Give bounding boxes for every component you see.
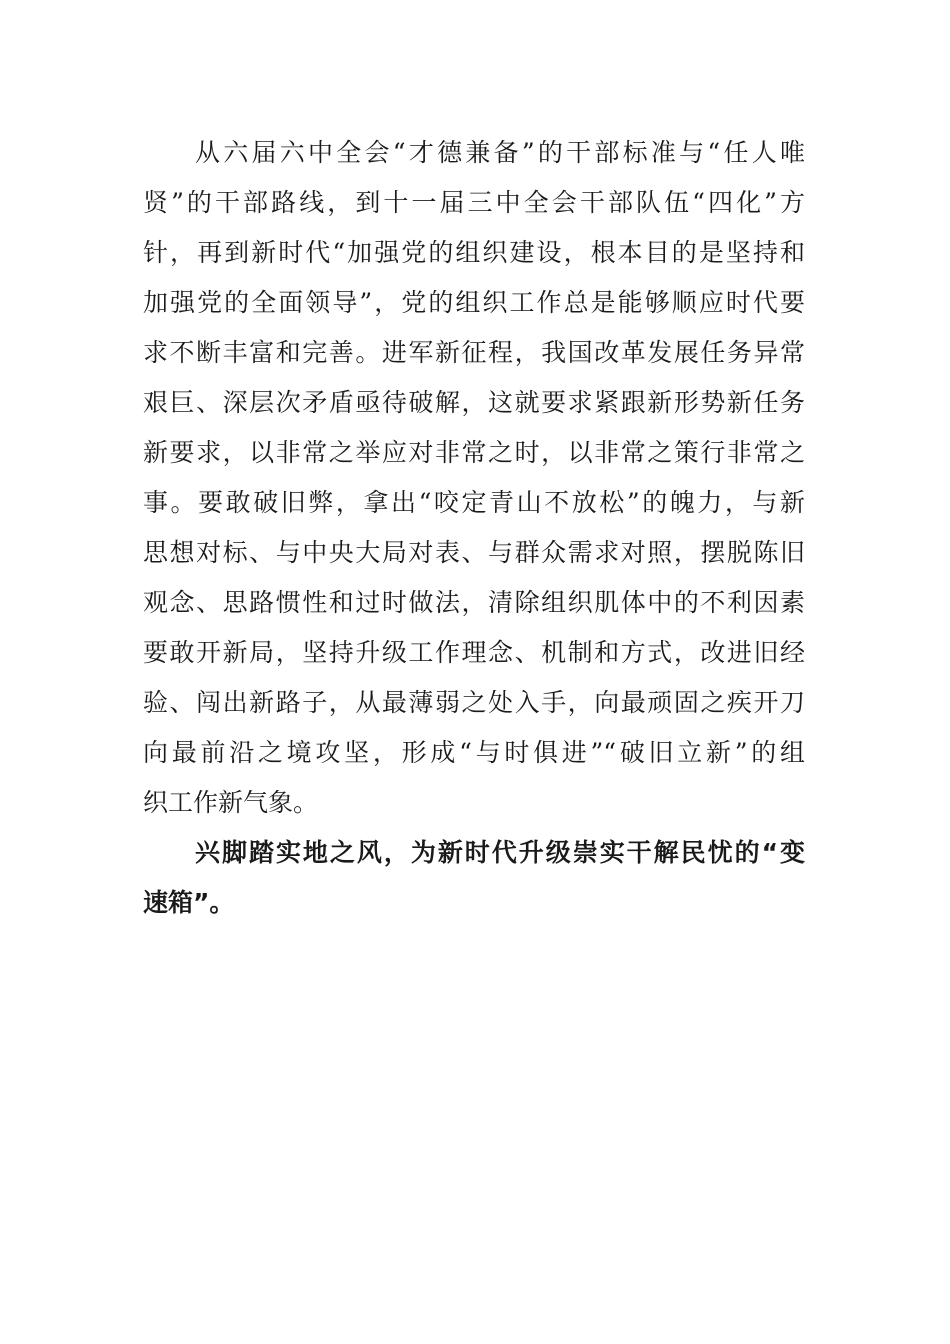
paragraph-line: 要敢开新局，坚持升级工作理念、机制和方式，改进旧经 (143, 638, 805, 667)
section-heading-line: 兴脚踏实地之风，为新时代升级崇实干解民忧的“变 (195, 838, 805, 867)
paragraph-line: 验、闯出新路子，从最薄弱之处入手，向最顽固之疾开刀 (143, 688, 805, 717)
paragraph-line: 针，再到新时代“加强党的组织建设，根本目的是坚持和 (143, 238, 805, 267)
paragraph-line: 求不断丰富和完善。进军新征程，我国改革发展任务异常 (143, 338, 805, 367)
section-heading-line: 速箱”。 (143, 888, 235, 917)
paragraph-line: 艰巨、深层次矛盾亟待破解，这就要求紧跟新形势新任务 (143, 388, 805, 417)
paragraph-line: 思想对标、与中央大局对表、与群众需求对照，摆脱陈旧 (143, 538, 805, 567)
paragraph-line: 从六届六中全会“才德兼备”的干部标准与“任人唯 (195, 138, 805, 167)
paragraph-line: 向最前沿之境攻坚，形成“与时俱进”“破旧立新”的组 (143, 738, 805, 767)
paragraph-line: 加强党的全面领导”，党的组织工作总是能够顺应时代要 (143, 288, 805, 317)
paragraph-line: 观念、思路惯性和过时做法，清除组织肌体中的不利因素 (143, 588, 805, 617)
paragraph-line: 新要求，以非常之举应对非常之时，以非常之策行非常之 (143, 438, 805, 467)
paragraph-line: 织工作新气象。 (143, 788, 319, 817)
paragraph-line: 贤”的干部路线，到十一届三中全会干部队伍“四化”方 (143, 188, 805, 217)
paragraph-line: 事。要敢破旧弊，拿出“咬定青山不放松”的魄力，与新 (143, 488, 805, 517)
